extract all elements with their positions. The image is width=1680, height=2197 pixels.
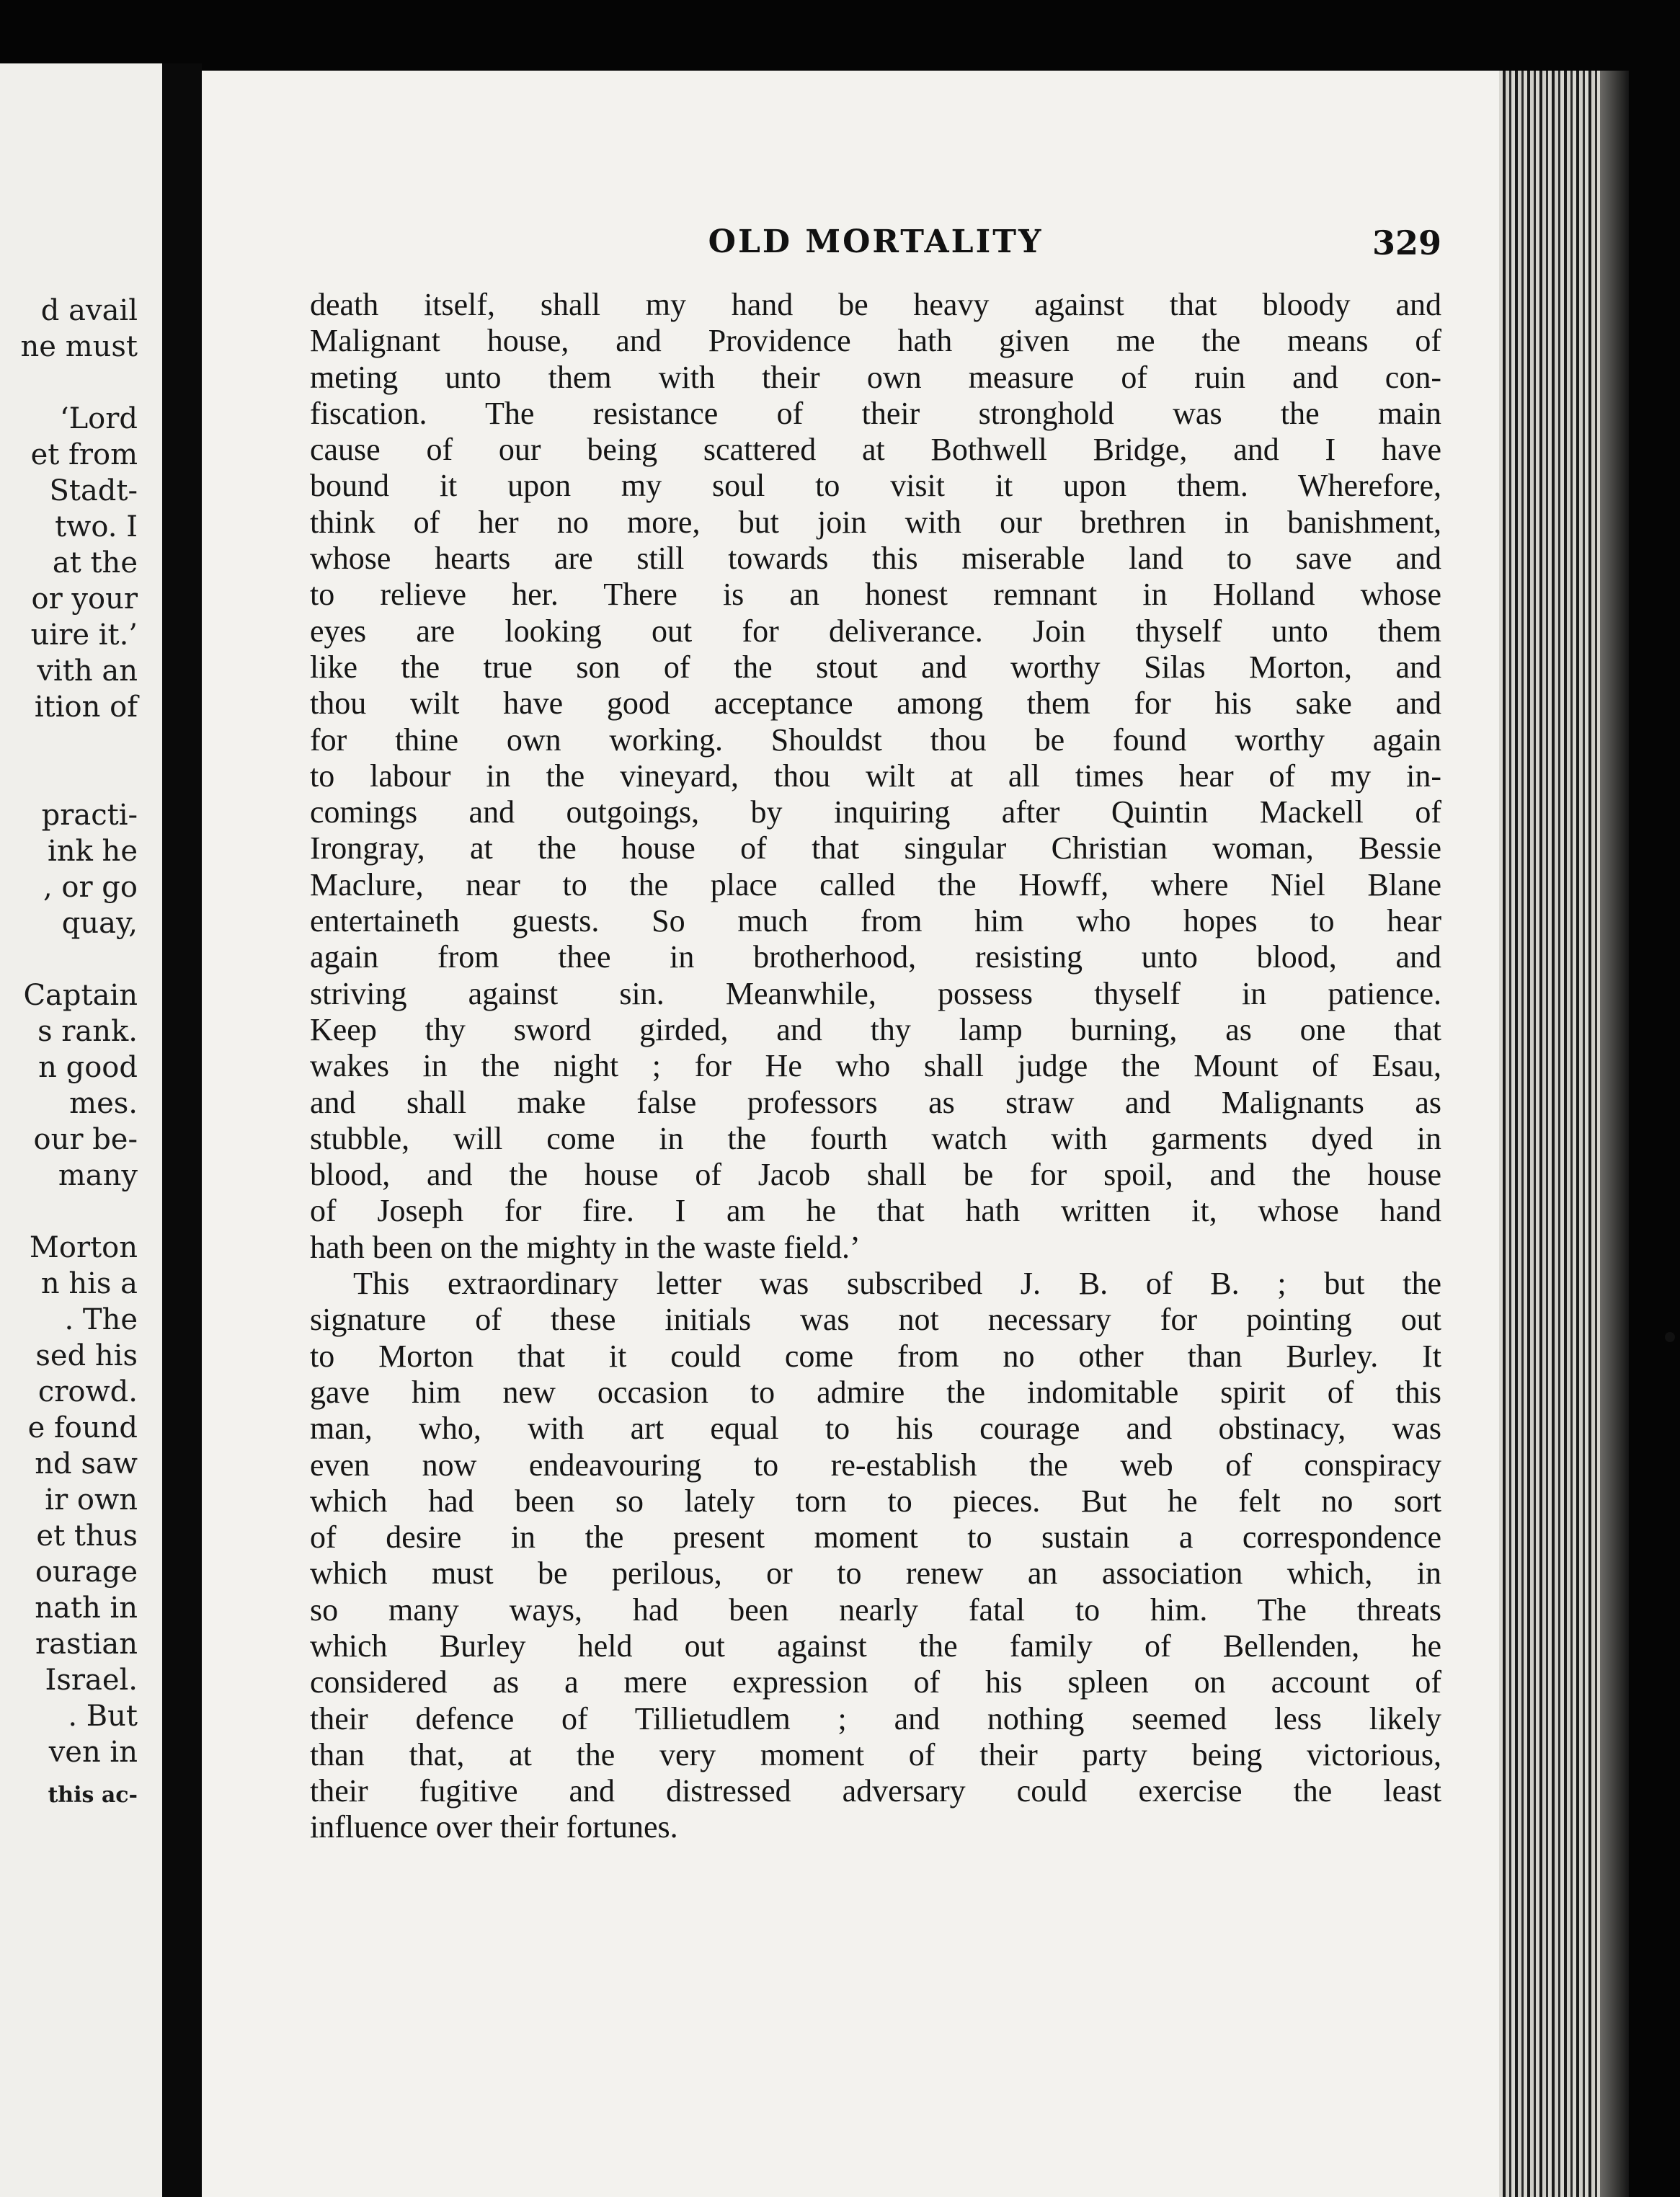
left-page-line: d avail: [40, 294, 138, 327]
text-line: their fugitive and distressed adversary could exercise the least: [310, 1773, 1441, 1809]
text-line: of Joseph for fire. I am he that hath written it, whose hand: [310, 1193, 1441, 1229]
left-page-line: [21, 365, 138, 401]
text-line: comings and outgoings, by inquiring after Quintin Mackell of: [310, 794, 1441, 830]
left-page-line: nd saw: [35, 1447, 138, 1481]
text-line: even now endeavouring to re-establish the web of conspiracy: [310, 1447, 1441, 1483]
left-page-line: et from: [30, 438, 138, 471]
left-page-line: Morton: [29, 1231, 138, 1264]
text-line: to Morton that it could come from no other than Burley. It: [310, 1338, 1441, 1374]
left-page-line: [21, 941, 138, 977]
left-page-line: two. I: [55, 510, 138, 543]
text-line: cause of our being scattered at Bothwell Bridge, and I have: [310, 432, 1441, 468]
text-line: striving against sin. Meanwhile, possess thyself in patience.: [310, 975, 1441, 1011]
page-header: [310, 223, 1441, 274]
text-line: Irongray, at the house of that singular Christian woman, Bessie: [310, 830, 1441, 866]
text-line: thou wilt have good acceptance among them for his sake and: [310, 685, 1441, 722]
page-number: 329: [1372, 223, 1441, 262]
left-page-line: . But: [68, 1700, 138, 1733]
left-page-line: e found: [27, 1411, 138, 1444]
text-line: bound it upon my soul to visit it upon them. Wherefore,: [310, 468, 1441, 504]
text-line: gave him new occasion to admire the indomitable spirit of this: [310, 1374, 1441, 1410]
left-page-line: s rank.: [37, 1015, 138, 1048]
left-page-line: Captain: [23, 979, 138, 1012]
left-page-line: [21, 1194, 138, 1230]
text-line: eyes are looking out for deliverance. Join thyself unto them: [310, 613, 1441, 649]
text-line: which had been so lately torn to pieces. But he felt no sort: [310, 1483, 1441, 1519]
text-line: meting unto them with their own measure of ruin and con-: [310, 359, 1441, 395]
left-page-line: ourage: [35, 1555, 138, 1589]
text-line: again from thee in brotherhood, resisting unto blood, and: [310, 939, 1441, 975]
text-line: which must be perilous, or to renew an association which, in: [310, 1555, 1441, 1592]
text-line: entertaineth guests. So much from him who hopes to hear: [310, 903, 1441, 939]
left-page-line: Israel.: [45, 1664, 138, 1697]
left-page-line: or your: [31, 582, 138, 616]
left-page-footnote: this ac-: [48, 1783, 138, 1808]
left-page-line: rastian: [35, 1628, 138, 1661]
left-page-line: n good: [38, 1051, 138, 1084]
text-line: hath been on the mighty in the waste field.’: [310, 1229, 861, 1265]
left-page-line: Stadt-: [49, 474, 138, 507]
left-page-line: ‘Lord: [59, 402, 138, 435]
book-gutter: [162, 63, 202, 2197]
left-page-line: practi-: [41, 799, 138, 832]
left-page-line: n his a: [40, 1267, 138, 1300]
left-page-line: our be-: [33, 1123, 138, 1156]
text-line: wakes in the night ; for He who shall judge the Mount of Esau,: [310, 1048, 1441, 1084]
left-page-line: ir own: [45, 1483, 138, 1517]
left-page-line: mes.: [69, 1087, 138, 1120]
left-page-line: many: [58, 1159, 138, 1192]
left-page-line: ven in: [48, 1736, 138, 1769]
left-page-line: quay,: [61, 907, 138, 940]
left-page-line: et thus: [36, 1519, 138, 1553]
left-page-line: , or go: [43, 871, 138, 904]
text-line: signature of these initials was not necessary for pointing out: [310, 1302, 1441, 1338]
text-line: of desire in the present moment to sustain a correspondence: [310, 1519, 1441, 1555]
left-page: [0, 63, 162, 2197]
text-line: which Burley held out against the family of Bellenden, he: [310, 1628, 1441, 1664]
body-text: [310, 287, 1441, 1846]
text-line: stubble, will come in the fourth watch with garments dyed in: [310, 1120, 1441, 1156]
text-line: Keep thy sword girded, and thy lamp burning, as one that: [310, 1011, 1441, 1047]
left-page-line: [21, 761, 138, 797]
page-edge-shadow: [1600, 71, 1629, 2197]
left-page-line: ne must: [20, 330, 138, 363]
text-line: so many ways, had been nearly fatal to him. The threats: [310, 1592, 1441, 1628]
text-line: think of her no more, but join with our brethren in banishment,: [310, 504, 1441, 540]
text-line: to labour in the vineyard, thou wilt at all times hear of my in-: [310, 758, 1441, 794]
left-page-line: [21, 725, 138, 761]
page-fore-edge: [1499, 71, 1607, 2197]
text-line: than that, at the very moment of their party being victorious,: [310, 1736, 1441, 1772]
text-line: influence over their fortunes.: [310, 1809, 678, 1845]
text-line: blood, and the house of Jacob shall be for spoil, and the house: [310, 1157, 1441, 1193]
text-line: fiscation. The resistance of their stronghold was the main: [310, 395, 1441, 431]
text-line: man, who, with art equal to his courage and obstinacy, was: [310, 1411, 1441, 1447]
left-page-text: [21, 293, 138, 1814]
left-page-line: . The: [64, 1303, 138, 1336]
text-line: like the true son of the stout and worthy Silas Morton, and: [310, 649, 1441, 685]
dust-speck: [1665, 1332, 1675, 1342]
text-line: Maclure, near to the place called the Howff, where Niel Blane: [310, 866, 1441, 902]
left-page-line: uire it.’: [30, 618, 138, 652]
running-head: OLD MORTALITY: [708, 223, 1044, 260]
text-line: Malignant house, and Providence hath given me the means of: [310, 323, 1441, 359]
left-page-line: sed his: [35, 1339, 138, 1372]
text-line: whose hearts are still towards this miserable land to save and: [310, 541, 1441, 577]
right-page: [202, 71, 1542, 2197]
text-line: and shall make false professors as straw and Malignants as: [310, 1084, 1441, 1120]
text-line: their defence of Tillietudlem ; and nothing seemed less likely: [310, 1700, 1441, 1736]
left-page-line: nath in: [35, 1592, 138, 1625]
left-page-line: ink he: [48, 835, 138, 868]
text-line: considered as a mere expression of his spleen on account of: [310, 1664, 1441, 1700]
text-line: death itself, shall my hand be heavy against that bloody and: [310, 287, 1441, 322]
text-line: for thine own working. Shouldst thou be found worthy again: [310, 722, 1441, 758]
left-page-line: at the: [52, 546, 138, 580]
left-page-line: vith an: [37, 654, 138, 688]
text-line: to relieve her. There is an honest remnant in Holland whose: [310, 577, 1441, 613]
left-page-line: crowd.: [37, 1375, 138, 1408]
left-page-line: ition of: [34, 691, 138, 724]
text-line: This extraordinary letter was subscribed J. B. of B. ; but the: [353, 1266, 1441, 1302]
